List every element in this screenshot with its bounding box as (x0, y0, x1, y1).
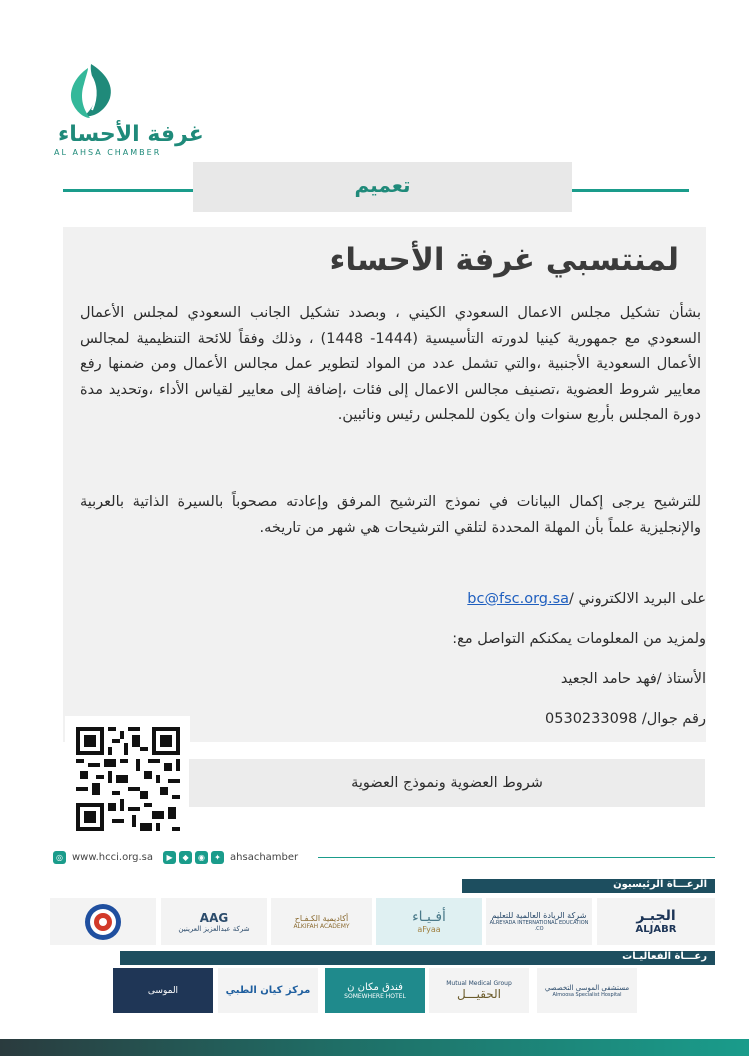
terms-button[interactable]: شروط العضوية ونموذج العضوية (351, 775, 543, 791)
band-line-right (572, 189, 689, 192)
logo-arabic-text: غرفة الأحساء (58, 122, 204, 147)
youtube-icon[interactable]: ▶ (163, 851, 176, 864)
email-line (467, 591, 706, 607)
sponsor-almoosa (537, 968, 637, 1013)
paragraph-nomination: للترشيح يرجى إكمال البيانات في نموذج الترشيح المرفق وإعادته مصحوباً بالسيرة الذاتية بالعربية والإنجليزية علماً بأن المهلة المحددة لتلقي الترشيحات هي شهر من تاريخه. (80, 494, 701, 536)
palm-logo-icon (64, 62, 118, 122)
paragraph-intro: بشأن تشكيل مجلس الاعمال السعودي الكيني ، وبصدد تشكيل الجانب السعودي لمجلس الأعمال السعودي مع جمهورية كينيا لدورته التأسيسية (1444- 1448) ، وذلك وفقاً للائحة التنظيمية لمجالس الأعمال السعودية الأجنبية ،والتي تشمل عدد من المواد لتطوير عمل مجالس الأعمال ومن ضمنها رفع معايير شروط العضوية ،تصنيف مجالس الاعمال إلى فئات ،إضافة إلى معايير لقياس الأداء ،وتحديد مدة دورة المجلس بأربع سنوات وان يكون للمجلس رئيس ونائبين. (80, 305, 701, 423)
sponsor-aljabr (597, 898, 715, 945)
sponsor-alreyada (486, 898, 592, 945)
sponsor-emblem (50, 898, 156, 945)
sponsor-name: AAG (199, 910, 229, 925)
main-sponsors-label: الرعـــاة الرئيسيون (613, 879, 707, 890)
sponsor-sub: ALJABR (635, 924, 677, 935)
logo-english-text: AL AHSA CHAMBER (54, 148, 162, 157)
social-divider (318, 857, 715, 858)
sponsor-sub: ALKIFAH ACADEMY (293, 922, 350, 930)
sponsor-kayan (218, 968, 318, 1013)
social-bar (53, 848, 308, 866)
sponsor-sub: Almoosa Specialist Hospital (552, 991, 622, 998)
sponsor-aag (161, 898, 267, 945)
chamber-logo (48, 62, 204, 162)
snapchat-icon[interactable]: ◆ (179, 851, 192, 864)
contact-name: الأستاذ /فهد حامد الجعيد (560, 671, 706, 687)
sponsor-name: أفـيـاء (412, 909, 446, 925)
sponsor-somewhere-hotel (325, 968, 425, 1013)
emblem-logo-icon (83, 902, 123, 942)
sponsor-name: فندق مكان ن (347, 981, 403, 993)
sponsor-sub: شركة عبدالعزيز العرينين (178, 924, 250, 933)
sponsor-almousa (113, 968, 213, 1013)
social-handle[interactable]: ahsachamber (230, 851, 299, 863)
globe-icon: ◎ (53, 851, 66, 864)
sponsor-name: الموسى (147, 985, 179, 996)
sponsor-sub: ALREYADA INTERNATIONAL EDUCATION CO. (489, 920, 589, 932)
event-sponsors-label: رعـــاة الفعاليـات (622, 951, 707, 962)
email-label: على البريد الالكتروني / (569, 591, 706, 607)
website-link[interactable]: www.hcci.org.sa (72, 851, 154, 863)
sponsor-name: مستشفى الموسى التخصصي (544, 983, 630, 992)
email-link[interactable]: bc@fsc.org.sa (467, 591, 570, 607)
twitter-icon[interactable]: ✦ (211, 851, 224, 864)
sponsor-name: أكاديمية الكـفـاح (294, 913, 349, 923)
sponsor-name: شركة الريادة العالمية للتعليم (491, 911, 587, 920)
qr-code[interactable] (65, 716, 190, 841)
sponsor-name: الجبـر (636, 908, 676, 924)
band-line-left (63, 189, 193, 192)
sponsor-name: مركز كيان الطبي (225, 985, 311, 996)
sponsor-sub: Mutual Medical Group (446, 980, 512, 987)
sponsor-alhuqail (429, 968, 529, 1013)
sponsor-sub: aFyaa (417, 925, 441, 934)
footer-bar (0, 1039, 749, 1056)
circular-title: تعميم (354, 173, 411, 197)
sponsor-alkifah (271, 898, 372, 945)
sponsor-afyaa (376, 898, 482, 945)
page-heading: لمنتسبي غرفة الأحساء (329, 242, 679, 278)
sponsor-sub: SOMEWHERE HOTEL (344, 992, 406, 1000)
sponsor-name: الحقيـــل (456, 987, 502, 1001)
contact-intro: ولمزيد من المعلومات يمكنكم التواصل مع: (452, 631, 706, 647)
mobile-number: رقم جوال/ 0530233098 (545, 711, 706, 727)
qr-code-icon (76, 727, 180, 831)
instagram-icon[interactable]: ◉ (195, 851, 208, 864)
